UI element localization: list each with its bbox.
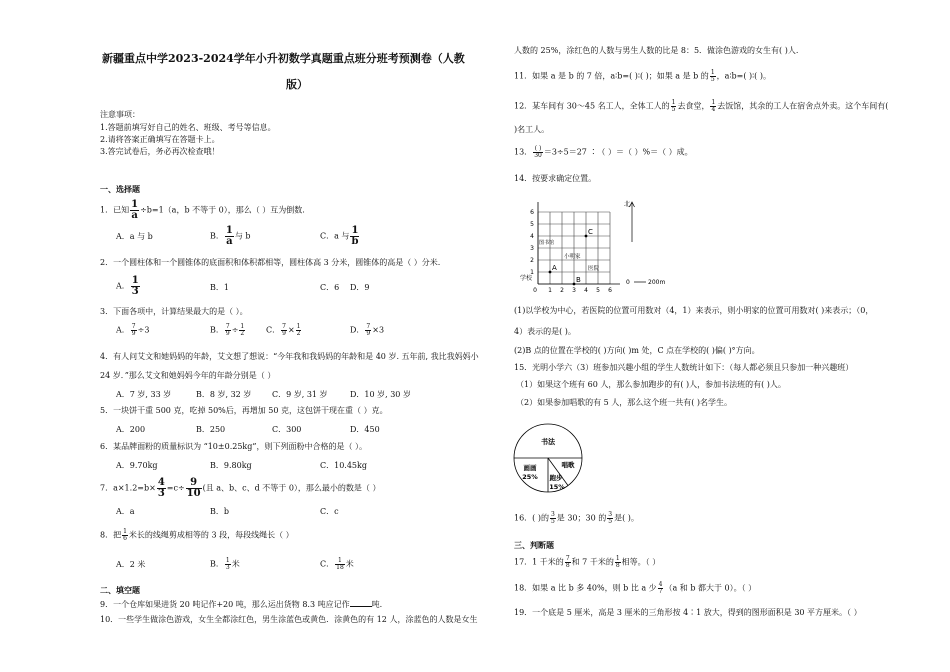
option-b[interactable]: B．9.80kg: [210, 461, 252, 470]
point-label-A: A: [552, 264, 557, 272]
y-tick-label: 4: [530, 233, 534, 240]
y-tick-label: 2: [530, 257, 534, 264]
library-label: 图书馆: [539, 240, 555, 246]
question-19: 19．一个底是 5 厘米，高是 3 厘米的三角形按 4∶1 放大，得到的图形面积是 30 平方厘米。（ ）: [514, 608, 862, 617]
notice-item: 2.请将答案正确填写在答题卡上。: [100, 135, 220, 144]
question-10-cont: 人数的 25%，涂红色的人数与男生人数的比是 8：5．做涂色游戏的女生有( )人.: [514, 46, 799, 55]
question-10: 10．一些学生做涂色游戏，女生全都涂红色，男生涂蓝色或黄色．涂黄色的有 12 人，涂蓝色的人数是女生: [100, 615, 478, 624]
question-1: 1．已知 $\frac{1}{a}$ ÷b=1（a，b 不等于 0），那么（ ）互为倒数.: [100, 199, 305, 221]
fraction: $\frac{1}{3}$: [131, 275, 139, 297]
question-12: 12．某车间有 30～45 名工人，全体工人的 $\frac{1}{5}$ 去食堂， $\frac{1}{4}$ 去饭馆，其余的工人在宿舍点外卖。这个车间有(: [514, 99, 889, 113]
point-label-C: C: [588, 228, 593, 236]
option-c[interactable]: C．300: [272, 425, 302, 434]
question-17: 17．1 千米的 $\frac{7}{8}$ 和 7 千米的 $\frac{1}{8}$ 相等。（ ）: [514, 555, 661, 569]
question-15-part1: （1）如果这个班有 60 人，那么参加跑步的有( )人，参加书法班的有( )人。: [516, 380, 786, 389]
question-18: 18．如果 a 比 b 多 40%，则 b 比 a 少 $\frac{4}{7}$ （a 和 b 都大于 0）。（ ）: [514, 581, 757, 595]
answer-blank[interactable]: [350, 598, 372, 607]
exam-title-line1: 新疆重点中学2023-2024学年小升初数学真题重点班分班考预测卷（人教: [102, 52, 465, 65]
question-2: 2．一个圆柱体和一个圆锥体的底面积和体积都相等，圆柱体高 3 分米，圆锥体的高是（ ）分米.: [100, 258, 441, 267]
question-3: 3．下面各项中，计算结果最大的是（ ）。: [100, 307, 248, 316]
option-c[interactable]: C． $\frac{1}{18}$ 米: [320, 557, 354, 571]
question-14-part1-cont: 4）表示的是( )。: [514, 327, 576, 336]
option-c[interactable]: C．c: [320, 507, 339, 516]
question-14-part2: (2)B 点的位置在学校的( )方向( )m 处，C 点在学校的( )偏( )°方向。: [514, 346, 760, 355]
section-heading-choice: 一、选择题: [100, 184, 140, 194]
question-5: 5．一块饼干重 500 克，吃掉 50%后，再增加 50 克，这包饼干现在重（ ）克。: [100, 406, 388, 415]
origin-label: 0: [533, 287, 537, 294]
y-tick-label: 6: [530, 209, 534, 216]
option-d[interactable]: D．450: [350, 425, 380, 434]
slice-value-running: 15%: [549, 483, 565, 491]
option-b[interactable]: B． $\frac{7}{9}$ ÷ $\frac{1}{2}$: [210, 323, 245, 337]
question-6: 6．某品牌面粉的质量标识为 “10±0.25kg”，则下列面粉中合格的是（ ）。: [100, 442, 368, 451]
question-13: 13． $\frac{( )}{30}$ ＝3÷5＝27 ∶（ ）＝（ ）%＝（ ）成。: [514, 145, 693, 159]
option-c[interactable]: C．a 与 $\frac{1}{b}$: [320, 225, 359, 247]
notice-item: 1.答题前填写好自己的姓名、班级、考号等信息。: [100, 123, 276, 132]
question-12-cont: )名工人。: [514, 125, 550, 134]
slice-label-calligraphy: 书法: [541, 438, 555, 446]
option-a[interactable]: A．a 与 b: [116, 232, 153, 241]
question-14: 14．按要求确定位置。: [514, 174, 597, 183]
option-a[interactable]: A． $\frac{1}{3}$: [116, 275, 139, 297]
fraction: $\frac{1}{a}$: [225, 225, 233, 247]
section-heading-judge: 三、判断题: [514, 540, 554, 550]
scale-zero-label: 0: [626, 279, 630, 286]
question-9: 9．一个仓库如果进货 20 吨记作+20 吨，那么运出货物 8.3 吨应记作 吨.: [100, 600, 383, 609]
slice-value-drawing: 25%: [522, 473, 538, 481]
question-11: 11．如果 a 是 b 的 7 倍，a∶b=( )∶( )；如果 a 是 b 的 $\frac{1}{5}$ ，a∶b=( )∶( )。: [514, 69, 771, 83]
point-label-B: B: [576, 276, 581, 284]
north-label: 北: [624, 201, 631, 208]
scale-label: 200m: [648, 279, 666, 286]
y-tick-label: 1: [530, 269, 534, 276]
option-a[interactable]: A．7 岁, 33 岁: [116, 390, 172, 399]
question-16: 16．( )的 $\frac{3}{5}$ 是 30；30 的 $\frac{3}{5}$ 是( )。: [514, 511, 639, 525]
question-4: 4．有人问艾文和她妈妈的年龄，艾文想了想说：“今年我和我妈妈的年龄和是 40 岁. 五年前, 我比我妈妈小: [100, 352, 479, 361]
x-tick-label: 6: [608, 287, 612, 294]
option-b[interactable]: B．1: [210, 283, 229, 292]
question-8: 8．把 $\frac{1}{6}$ 米长的线绳剪成相等的 3 段，每段线绳长（ ）: [100, 528, 294, 542]
fraction: $\frac{1}{b}$: [351, 225, 359, 247]
y-tick-label: 3: [530, 245, 534, 252]
coordinate-grid-map: [512, 192, 692, 294]
xiaoming-home-label: 小明家: [564, 254, 581, 260]
option-a[interactable]: A．2 米: [116, 560, 146, 569]
point-A: [549, 271, 552, 274]
y-tick-label: 5: [530, 221, 534, 228]
x-tick-label: 2: [560, 287, 564, 294]
fraction: $\frac{1}{a}$: [131, 199, 139, 221]
x-tick-label: 5: [596, 287, 600, 294]
option-b[interactable]: B．250: [196, 425, 226, 434]
option-a[interactable]: A．9.70kg: [116, 461, 158, 470]
option-b[interactable]: B．8 岁, 32 岁: [196, 390, 252, 399]
point-C: [585, 235, 588, 238]
notice-item: 3.答完试卷后，务必再次检查哦！: [100, 147, 220, 156]
slice-label-running: 跑步: [549, 474, 563, 482]
option-a[interactable]: A．a: [116, 507, 135, 516]
question-4-cont: 24 岁．”那么艾文和她妈妈今年的年龄分别是（ ）: [100, 371, 276, 380]
option-c[interactable]: C． $\frac{7}{9}$ × $\frac{1}{2}$: [266, 323, 301, 337]
section-heading-fill: 二、填空题: [100, 585, 140, 595]
exam-title-line2: 版）: [286, 78, 308, 91]
option-a[interactable]: A．200: [116, 425, 146, 434]
option-c[interactable]: C．6: [320, 283, 340, 292]
x-tick-label: 3: [572, 287, 576, 294]
hospital-label: 医院: [588, 266, 600, 272]
question-15-part2: （2）如果参加唱歌的有 5 人，那么这个班一共有( )名学生。: [516, 398, 733, 407]
point-B: [573, 283, 576, 286]
slice-label-singing: 唱歌: [561, 461, 575, 469]
option-c[interactable]: C．9 岁, 31 岁: [272, 390, 328, 399]
option-d[interactable]: D． $\frac{7}{9}$ ×3: [350, 323, 385, 337]
option-b[interactable]: B． $\frac{1}{3}$ 米: [210, 557, 240, 571]
school-label: 学校: [519, 275, 532, 282]
x-tick-label: 4: [584, 287, 588, 294]
option-d[interactable]: D．9: [350, 283, 370, 292]
option-b[interactable]: B．b: [210, 507, 229, 516]
question-15: 15．光明小学六（3）班参加兴趣小组的学生人数统计如下：（每人都必须且只参加一种兴趣班）: [514, 363, 854, 372]
question-14-part1: (1)以学校为中心，若医院的位置可用数对（4，1）来表示，则小明家的位置可用数对( )来表示；（0，: [514, 306, 874, 315]
question-7: 7．a×1.2=b× $\frac{4}{3}$ =c÷ $\frac{9}{10}$ (且 a、b、c、d 不等于 0），那么最小的数是（ ）: [100, 477, 381, 499]
option-d[interactable]: D．10 岁, 30 岁: [350, 390, 411, 399]
option-b[interactable]: B． $\frac{1}{a}$ 与 b: [210, 225, 251, 247]
interest-group-pie-chart: [512, 418, 592, 498]
option-c[interactable]: C．10.45kg: [320, 461, 367, 470]
option-a[interactable]: A． $\frac{7}{9}$ ÷3: [116, 323, 150, 337]
slice-label-drawing: 画画: [523, 464, 537, 472]
x-tick-label: 1: [548, 287, 552, 294]
notice-heading: 注意事项：: [100, 110, 140, 119]
